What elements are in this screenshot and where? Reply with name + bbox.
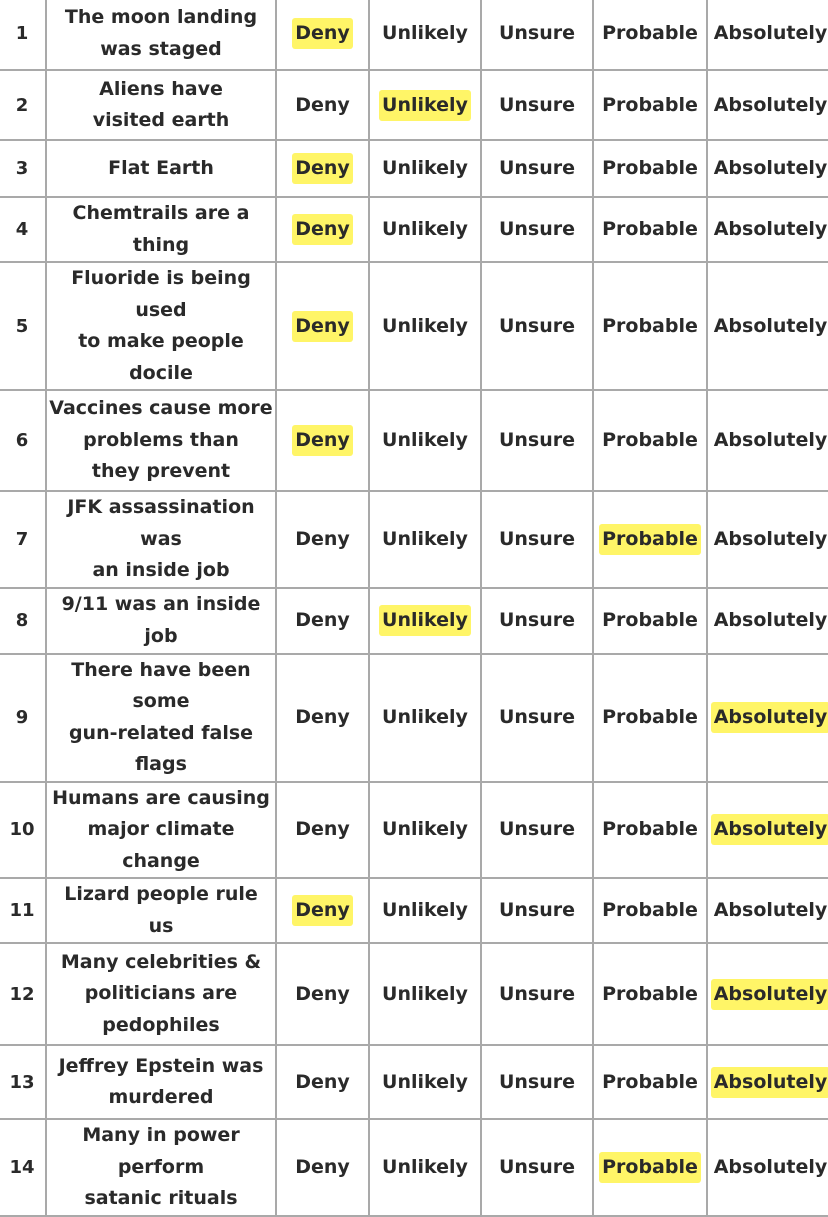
option-unsure-label: Unsure	[498, 22, 576, 44]
option-unsure-label: Unsure	[498, 157, 576, 179]
row-number: 5	[0, 262, 46, 390]
option-unlikely-cell[interactable]	[369, 0, 481, 70]
option-absolutely-label: Absolutely	[713, 157, 828, 179]
option-probable-highlighted-label: Probable	[599, 524, 701, 555]
row-number: 13	[0, 1045, 46, 1119]
option-probable-cell[interactable]	[593, 70, 707, 140]
option-unlikely-label: Unlikely	[382, 899, 468, 921]
option-probable-cell[interactable]	[593, 262, 707, 390]
statement-cell	[46, 1045, 276, 1119]
table-row	[0, 1045, 828, 1119]
statement-cell	[46, 197, 276, 262]
option-absolutely-highlighted-label: Absolutely	[711, 814, 828, 845]
option-absolutely-highlighted-label: Absolutely	[711, 979, 828, 1010]
row-number: 8	[0, 588, 46, 654]
option-probable-label: Probable	[602, 93, 698, 116]
option-deny-cell[interactable]	[276, 943, 369, 1045]
statement-text: Jeffrey Epstein was murdered	[58, 1054, 264, 1108]
option-deny-cell[interactable]	[276, 70, 369, 140]
option-unlikely-label: Unlikely	[382, 429, 468, 451]
row-number: 1	[0, 0, 46, 70]
option-unsure-label: Unsure	[498, 609, 576, 631]
option-probable-label: Probable	[602, 218, 698, 240]
row-number: 2	[0, 70, 46, 140]
option-absolutely-cell[interactable]	[707, 491, 828, 588]
option-unsure-cell[interactable]	[481, 0, 593, 70]
row-number: 7	[0, 491, 46, 588]
row-number: 11	[0, 878, 46, 943]
option-unlikely-cell[interactable]	[369, 140, 481, 197]
option-unsure-cell[interactable]	[481, 491, 593, 588]
option-unsure-label: Unsure	[498, 899, 576, 921]
option-unlikely-label: Unlikely	[382, 314, 468, 337]
option-deny-highlighted-label: Deny	[292, 311, 353, 342]
row-number: 6	[0, 390, 46, 491]
option-absolutely-cell[interactable]	[707, 1045, 828, 1119]
statement-text: Vaccines cause more problems than they prevent	[49, 397, 273, 483]
option-unsure-label: Unsure	[498, 314, 576, 337]
option-unsure-label: Unsure	[498, 706, 576, 728]
option-absolutely-cell[interactable]	[707, 0, 828, 70]
option-unsure-label: Unsure	[498, 527, 576, 550]
option-absolutely-label: Absolutely	[713, 609, 828, 631]
option-unsure-label: Unsure	[498, 429, 576, 451]
statement-cell	[46, 70, 276, 140]
option-absolutely-label: Absolutely	[713, 314, 828, 337]
row-number: 4	[0, 197, 46, 262]
option-unlikely-label: Unlikely	[382, 1070, 468, 1093]
option-deny-cell[interactable]	[276, 390, 369, 491]
option-unlikely-cell[interactable]	[369, 262, 481, 390]
option-deny-cell[interactable]	[276, 782, 369, 879]
statement-text: Humans are causing major climate change	[52, 786, 270, 872]
statement-cell	[46, 654, 276, 782]
option-probable-cell[interactable]	[593, 943, 707, 1045]
statement-cell	[46, 390, 276, 491]
statement-text: Many celebrities & politicians are pedophiles	[60, 950, 262, 1036]
option-absolutely-label: Absolutely	[713, 1155, 828, 1178]
option-deny-highlighted-label: Deny	[292, 895, 353, 926]
option-absolutely-cell[interactable]	[707, 1119, 828, 1216]
option-probable-cell[interactable]	[593, 654, 707, 782]
option-unsure-cell[interactable]	[481, 390, 593, 491]
option-absolutely-highlighted-label: Absolutely	[711, 702, 828, 733]
statement-text: Lizard people rule us	[64, 883, 258, 937]
option-unlikely-label: Unlikely	[382, 22, 468, 44]
option-deny-label: Deny	[295, 93, 350, 116]
option-probable-label: Probable	[602, 982, 698, 1005]
row-number: 3	[0, 140, 46, 197]
option-probable-label: Probable	[602, 818, 698, 841]
option-unlikely-label: Unlikely	[382, 157, 468, 179]
statement-cell	[46, 588, 276, 654]
option-unlikely-cell[interactable]	[369, 1045, 481, 1119]
statement-text: Fluoride is being used to make people docile	[71, 267, 251, 384]
table-row	[0, 588, 828, 654]
option-unlikely-cell[interactable]	[369, 654, 481, 782]
option-absolutely-cell[interactable]	[707, 197, 828, 262]
option-probable-label: Probable	[602, 314, 698, 337]
option-absolutely-cell[interactable]	[707, 654, 828, 782]
option-unsure-cell[interactable]	[481, 782, 593, 879]
option-unsure-cell[interactable]	[481, 197, 593, 262]
statement-cell	[46, 878, 276, 943]
statement-cell	[46, 782, 276, 879]
option-unlikely-label: Unlikely	[382, 218, 468, 240]
option-absolutely-label: Absolutely	[713, 429, 828, 451]
statement-text: JFK assassination was an inside job	[67, 496, 255, 581]
option-absolutely-cell[interactable]	[707, 943, 828, 1045]
option-deny-label: Deny	[295, 1155, 350, 1178]
statement-text: 9/11 was an inside job	[61, 593, 261, 647]
option-absolutely-label: Absolutely	[713, 218, 828, 240]
option-unsure-cell[interactable]	[481, 1045, 593, 1119]
option-deny-label: Deny	[295, 609, 350, 631]
statement-cell	[46, 1119, 276, 1216]
table-row	[0, 262, 828, 390]
option-unsure-label: Unsure	[498, 982, 576, 1005]
option-probable-label: Probable	[602, 899, 698, 921]
option-deny-cell[interactable]	[276, 1119, 369, 1216]
option-unlikely-cell[interactable]	[369, 878, 481, 943]
option-unsure-cell[interactable]	[481, 943, 593, 1045]
option-unlikely-cell[interactable]	[369, 943, 481, 1045]
option-probable-label: Probable	[602, 429, 698, 451]
option-unlikely-label: Unlikely	[382, 982, 468, 1005]
option-probable-cell[interactable]	[593, 1045, 707, 1119]
option-unlikely-cell[interactable]	[369, 70, 481, 140]
option-unsure-cell[interactable]	[481, 588, 593, 654]
option-deny-label: Deny	[295, 1070, 350, 1093]
option-probable-cell[interactable]	[593, 782, 707, 879]
option-unsure-label: Unsure	[498, 818, 576, 841]
option-unlikely-cell[interactable]	[369, 491, 481, 588]
option-probable-label: Probable	[602, 22, 698, 44]
option-deny-highlighted-label: Deny	[292, 18, 353, 49]
option-unsure-label: Unsure	[498, 1070, 576, 1093]
option-absolutely-cell[interactable]	[707, 262, 828, 390]
row-number: 14	[0, 1119, 46, 1216]
row-number: 9	[0, 654, 46, 782]
option-deny-cell[interactable]	[276, 878, 369, 943]
option-deny-cell[interactable]	[276, 0, 369, 70]
option-unlikely-highlighted-label: Unlikely	[379, 605, 471, 636]
option-deny-cell[interactable]	[276, 491, 369, 588]
statement-cell	[46, 0, 276, 70]
table-row	[0, 70, 828, 140]
option-absolutely-cell[interactable]	[707, 878, 828, 943]
option-unsure-cell[interactable]	[481, 654, 593, 782]
option-unsure-label: Unsure	[498, 93, 576, 116]
option-deny-cell[interactable]	[276, 654, 369, 782]
option-unlikely-label: Unlikely	[382, 527, 468, 550]
statement-text: There have been some gun-related false flags	[68, 658, 254, 775]
statement-text: Chemtrails are a thing	[72, 202, 250, 256]
option-unsure-cell[interactable]	[481, 262, 593, 390]
option-probable-cell[interactable]	[593, 390, 707, 491]
table-row	[0, 654, 828, 782]
option-deny-highlighted-label: Deny	[292, 153, 353, 184]
option-probable-cell[interactable]	[593, 0, 707, 70]
option-absolutely-cell[interactable]	[707, 390, 828, 491]
row-number: 12	[0, 943, 46, 1045]
statement-text: Many in power perform satanic rituals	[82, 1124, 240, 1209]
table-row	[0, 197, 828, 262]
option-deny-cell[interactable]	[276, 197, 369, 262]
option-probable-cell[interactable]	[593, 878, 707, 943]
row-number: 10	[0, 782, 46, 879]
option-probable-cell[interactable]	[593, 140, 707, 197]
option-deny-label: Deny	[295, 527, 350, 550]
option-probable-label: Probable	[602, 1070, 698, 1093]
option-probable-label: Probable	[602, 609, 698, 631]
option-unlikely-cell[interactable]	[369, 588, 481, 654]
option-deny-cell[interactable]	[276, 1045, 369, 1119]
option-absolutely-label: Absolutely	[713, 527, 828, 550]
statement-text: Flat Earth	[108, 156, 214, 179]
option-probable-highlighted-label: Probable	[599, 1152, 701, 1183]
table-row	[0, 491, 828, 588]
option-unlikely-cell[interactable]	[369, 1119, 481, 1216]
option-deny-label: Deny	[295, 706, 350, 728]
option-unlikely-highlighted-label: Unlikely	[379, 90, 471, 121]
option-deny-label: Deny	[295, 982, 350, 1005]
table-row	[0, 140, 828, 197]
option-unlikely-label: Unlikely	[382, 818, 468, 841]
option-deny-label: Deny	[295, 818, 350, 841]
option-probable-cell[interactable]	[593, 1119, 707, 1216]
statement-cell	[46, 943, 276, 1045]
option-deny-cell[interactable]	[276, 588, 369, 654]
option-unsure-label: Unsure	[498, 1155, 576, 1178]
option-unlikely-label: Unlikely	[382, 1155, 468, 1178]
option-probable-label: Probable	[602, 706, 698, 728]
option-unsure-cell[interactable]	[481, 140, 593, 197]
option-absolutely-highlighted-label: Absolutely	[711, 1067, 828, 1098]
table-row	[0, 878, 828, 943]
option-absolutely-cell[interactable]	[707, 782, 828, 879]
option-absolutely-cell[interactable]	[707, 140, 828, 197]
option-deny-highlighted-label: Deny	[292, 425, 353, 456]
option-unsure-cell[interactable]	[481, 1119, 593, 1216]
option-unsure-label: Unsure	[498, 218, 576, 240]
table-row	[0, 390, 828, 491]
table-row	[0, 0, 828, 70]
option-unlikely-cell[interactable]	[369, 390, 481, 491]
option-unsure-cell[interactable]	[481, 70, 593, 140]
option-absolutely-cell[interactable]	[707, 70, 828, 140]
statement-cell	[46, 140, 276, 197]
option-deny-highlighted-label: Deny	[292, 214, 353, 245]
table-row	[0, 943, 828, 1045]
statement-cell	[46, 262, 276, 390]
option-absolutely-label: Absolutely	[713, 93, 828, 116]
option-unsure-cell[interactable]	[481, 878, 593, 943]
option-absolutely-label: Absolutely	[713, 899, 828, 921]
table-row	[0, 782, 828, 879]
table-row	[0, 1119, 828, 1216]
option-probable-cell[interactable]	[593, 491, 707, 588]
option-unlikely-cell[interactable]	[369, 782, 481, 879]
option-deny-cell[interactable]	[276, 262, 369, 390]
statement-text: The moon landing was staged	[64, 6, 258, 60]
option-probable-cell[interactable]	[593, 197, 707, 262]
statement-text: Aliens have visited earth	[92, 77, 230, 131]
option-unlikely-cell[interactable]	[369, 197, 481, 262]
option-probable-cell[interactable]	[593, 588, 707, 654]
statement-cell	[46, 491, 276, 588]
option-absolutely-cell[interactable]	[707, 588, 828, 654]
option-absolutely-label: Absolutely	[713, 22, 828, 44]
option-probable-label: Probable	[602, 157, 698, 179]
option-deny-cell[interactable]	[276, 140, 369, 197]
option-unlikely-label: Unlikely	[382, 706, 468, 728]
